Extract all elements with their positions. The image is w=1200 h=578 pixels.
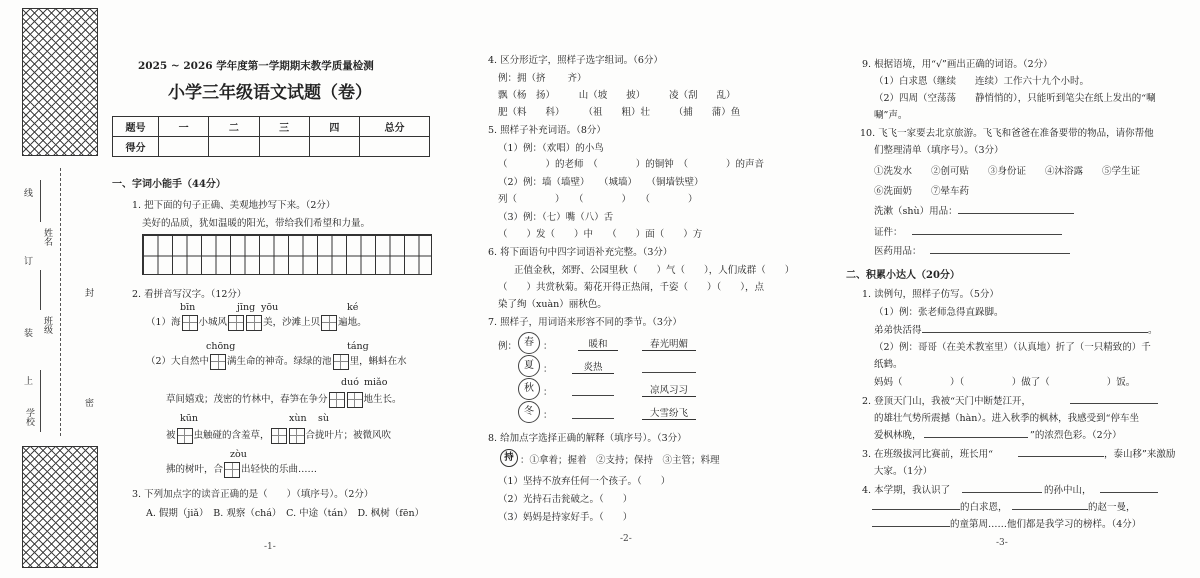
- pinyin-su: sù: [318, 413, 329, 424]
- score-cell: 一: [159, 117, 209, 137]
- hatch-top-decoration: [22, 8, 98, 156]
- season-spring-icon: 春: [518, 332, 540, 354]
- r4-line-b: 的孙中山，: [1044, 485, 1092, 496]
- side-xuexiao-line: [40, 370, 41, 432]
- section-2-heading: 二、积累小达人（20分）: [846, 270, 960, 281]
- r4-line-c: 的白求恩，: [960, 502, 1008, 513]
- char-box[interactable]: [347, 392, 363, 408]
- score-cell: 得分: [113, 137, 159, 157]
- q7-blank[interactable]: [572, 395, 614, 396]
- q7-word-winter: 大雪纷飞: [642, 405, 696, 420]
- score-cell: 四: [309, 117, 359, 137]
- documents-blank[interactable]: [912, 234, 1062, 235]
- score-row-points: [113, 137, 430, 157]
- char-box[interactable]: [246, 315, 262, 331]
- q10-prompt: 10. 飞飞一家要去北京旅游。飞飞和爸爸在准备要带的物品，请你帮他: [860, 128, 1154, 139]
- side-banji-line: [40, 270, 41, 310]
- text: 虫触碰的含羞草，: [193, 430, 270, 441]
- score-input[interactable]: [209, 137, 259, 157]
- q7-prompt: 7. 照样子，用词语来形容不同的季节。（3分）: [488, 317, 682, 328]
- season-summer-icon: 夏: [518, 355, 540, 377]
- text: 小城风: [198, 317, 228, 328]
- colon: ：: [543, 387, 553, 398]
- q5-3-blanks: （ ）发（ ）中 （ ）面（ ）方: [498, 229, 703, 240]
- side-feng: 封: [85, 289, 95, 299]
- text: 拂的树叶，合: [166, 464, 224, 475]
- q8-definitions: ：①拿着；握着 ②支持；保持 ③主管；料理: [520, 455, 720, 466]
- side-banji: 班级: [42, 316, 52, 334]
- r4-line-d: 的赵一曼，: [1088, 502, 1136, 513]
- exam-title: 小学三年级语文试题（卷）: [168, 83, 372, 103]
- q9-prompt: 9. 根据语境，用“√”画出正确的词语。（2分）: [862, 59, 1053, 70]
- q7-example-label: 例：: [498, 341, 518, 352]
- r1-1-answer: 弟弟快活得: [874, 325, 922, 336]
- copy-writing-grid[interactable]: [142, 234, 432, 275]
- label-toiletries: 洗漱（shù）用品：: [874, 206, 958, 217]
- hatch-bottom-decoration: [22, 446, 98, 568]
- q8-3: （3）妈妈是持家好手。（ ）: [498, 512, 633, 523]
- r2-line-a: 2. 登顶天门山，我被“天门中断楚江开，: [862, 396, 1031, 407]
- side-zhuang: 装: [24, 329, 34, 339]
- r3-line-b: ，泰山移”来激励: [1104, 449, 1176, 460]
- colon: ：: [543, 410, 553, 421]
- score-input[interactable]: [259, 137, 309, 157]
- text: 草间嬉戏；茂密的竹林中，春笋在争分: [166, 394, 328, 405]
- r1-2-example: （2）例：哥哥（在美术教室里）（认真地）折了（一只精致的）千: [874, 342, 1151, 353]
- pinyin-tang: táng: [347, 341, 369, 352]
- text: 遍地。: [338, 317, 367, 328]
- q4-row-1: 飘（杨 扬） 山（坡 披） 凌（刮 乱）: [498, 90, 736, 101]
- r4-line-a: 4. 本学期，我认识了: [862, 485, 951, 496]
- pinyin-miao: miǎo: [364, 377, 388, 388]
- text: 地生长。: [363, 394, 402, 405]
- binding-line: [60, 168, 61, 436]
- page-number-1: -1-: [264, 542, 276, 552]
- colon: ：: [543, 364, 553, 375]
- r2-blank-2[interactable]: [924, 437, 1028, 438]
- q7-word-hot: 炎热: [572, 359, 614, 374]
- q7-word-spring: 春光明媚: [642, 336, 696, 351]
- q5-2-example: （2）例：墙（墙壁） （城墙） （铜墙铁壁）: [498, 177, 704, 188]
- q4-row-2: 肥（料 科） （祖 粗）壮 （捕 蒲）鱼: [498, 107, 741, 118]
- q2-line-4: [166, 427, 391, 444]
- r1-2-tail: 纸鹤。: [874, 359, 903, 370]
- r3-line-c: 大家。（1分）: [874, 466, 933, 477]
- q9-2: （2）四周（空荡荡 静悄悄的），只能听到笔尖在纸上发出的“唰: [874, 93, 1156, 104]
- season-winter-icon: 冬: [518, 401, 540, 423]
- pinyin-ke: ké: [347, 302, 359, 313]
- q6-line-b: （ ）共赏秋菊。菊花开得正热闹，千姿（ ）（ ），点: [498, 282, 765, 293]
- q2-line-1: [146, 314, 367, 331]
- q6-line-c: 染了绚（xuàn）丽秋色。: [498, 299, 607, 310]
- char-box[interactable]: [177, 428, 193, 444]
- exam-line1: 2025 ~ 2026 学年度第一学期期末教学质量检测: [138, 60, 374, 72]
- score-cell: 三: [259, 117, 309, 137]
- q4-prompt: 4. 区分形近字，照样子选字组词。（6分）: [488, 55, 663, 66]
- q3-options: A. 假期（jiǎ） B. 观察（chá） C. 中途（tán） D. 枫树（fēn）: [146, 508, 425, 519]
- score-cell: 总分: [360, 117, 430, 137]
- r3-line-a: 3. 在班级拔河比赛前，班长用“: [862, 449, 993, 460]
- q2-line-2: [146, 353, 407, 370]
- q5-prompt: 5. 照样子补充词语。（8分）: [488, 125, 606, 136]
- char-box[interactable]: [224, 462, 240, 478]
- text: 出轻快的乐曲……: [241, 464, 318, 475]
- char-box[interactable]: [210, 354, 226, 370]
- text: （2）大自然中: [146, 356, 210, 367]
- q8-prompt: 8. 给加点字选择正确的解释（填序号）。（3分）: [488, 433, 687, 444]
- q2-line-3: [166, 391, 402, 408]
- r2-line-c: 爱枫林晚，: [874, 430, 922, 441]
- q1-prompt: 1. 把下面的句子正确、美观地抄写下来。（2分）: [132, 200, 336, 211]
- q5-1-blanks: （ ）的老师 （ ）的铜钟 （ ）的声音: [498, 159, 765, 170]
- side-xingming: 姓名: [42, 228, 52, 246]
- r4-blank-4[interactable]: [1012, 509, 1088, 510]
- toiletries-blank[interactable]: [958, 213, 1074, 214]
- score-cell: 二: [209, 117, 259, 137]
- r2-blank-1[interactable]: [1070, 403, 1158, 404]
- score-input[interactable]: [360, 137, 430, 157]
- side-ding: 订: [24, 257, 34, 267]
- q5-1-example: （1）例：（欢唱）的小鸟: [498, 143, 604, 154]
- q10-prompt-b: 们整理清单（填序号）。（3分）: [874, 145, 1004, 156]
- side-shang: 上: [24, 377, 34, 387]
- q8-1: （1）坚持不放弃任何一个孩子。（ ）: [498, 476, 671, 487]
- q5-3-example: （3）例：（七）嘴（八）舌: [498, 212, 614, 223]
- colon: ：: [543, 341, 553, 352]
- season-autumn-icon: 秋: [518, 378, 540, 400]
- char-box[interactable]: [333, 354, 349, 370]
- q10-items-1: ①洗发水 ②创可贴 ③身份证 ④沐浴露 ⑤学生证: [874, 166, 1141, 177]
- score-input[interactable]: [159, 137, 209, 157]
- r1-1-blank[interactable]: [922, 332, 1148, 333]
- text: 满生命的神奇。绿绿的池: [227, 356, 332, 367]
- r3-blank[interactable]: [1018, 456, 1104, 457]
- pinyin-kun: kūn: [180, 413, 198, 424]
- q1-text: 美好的品质，犹如温暖的阳光，带给我们希望和力量。: [142, 218, 371, 229]
- medicine-blank[interactable]: [930, 253, 1070, 254]
- side-mi: 密: [85, 399, 95, 409]
- char-box[interactable]: [271, 428, 287, 444]
- text: 合拢叶片；被微风吹: [305, 430, 392, 441]
- score-table: [112, 116, 430, 157]
- pinyin-xun: xùn: [289, 413, 307, 424]
- r4-blank-5[interactable]: [872, 526, 950, 527]
- r1-prompt: 1. 读例句，照样子仿写。（5分）: [862, 289, 999, 300]
- r4-line-e: 的童第周……他们都是我学习的榜样。（4分）: [950, 519, 1142, 530]
- side-xian: 线: [24, 189, 34, 199]
- q7-word-warm: 暖和: [578, 336, 618, 351]
- r2-line-b: 的雄壮气势所震撼（hàn）。进入秋季的枫林，我感受到“停车坐: [874, 413, 1140, 424]
- section-1-heading: 一、字词小能手（44分）: [112, 179, 226, 190]
- text: 美，沙滩上贝: [263, 317, 321, 328]
- char-box[interactable]: [182, 315, 198, 331]
- r4-blank-1[interactable]: [962, 492, 1042, 493]
- char-box[interactable]: [228, 315, 244, 331]
- side-xuexiao: 学校: [24, 408, 34, 426]
- q10-items-2: ⑥洗面奶 ⑦晕车药: [874, 186, 970, 197]
- score-row-header: [113, 117, 430, 137]
- pinyin-chong: chōng: [206, 341, 236, 352]
- q7-blank[interactable]: [642, 372, 696, 373]
- r4-blank-3[interactable]: [872, 509, 960, 510]
- score-cell: 题号: [113, 117, 159, 137]
- pinyin-duo: duó: [341, 377, 359, 388]
- q4-example: 例：拥（挤 齐）: [498, 73, 587, 84]
- text: 被: [166, 430, 176, 441]
- q8-char-chi: 持: [500, 449, 518, 467]
- period: 。: [1148, 325, 1158, 336]
- q9-1: （1）白求恩（继续 连续）工作六十九个小时。: [874, 76, 1090, 87]
- r2-line-d: ”的浓烈色彩。（2分）: [1030, 430, 1122, 441]
- q2-line-5: [166, 461, 317, 478]
- text: 里，蝌蚪在水: [349, 356, 407, 367]
- text: （1）海: [146, 317, 181, 328]
- r1-1-example: （1）例：张老师急得直跺脚。: [874, 307, 1004, 318]
- pinyin-you: yōu: [261, 302, 279, 313]
- q7-blank[interactable]: [572, 418, 614, 419]
- label-documents: 证件：: [874, 227, 903, 238]
- score-input[interactable]: [309, 137, 359, 157]
- q8-2: （2）光持石击瓮破之。（ ）: [498, 494, 633, 505]
- page-number-2: -2-: [620, 534, 632, 544]
- page-number-3: -3-: [996, 538, 1008, 548]
- q2-prompt: 2. 看拼音写汉字。（12分）: [132, 289, 247, 300]
- q7-word-autumn: 凉风习习: [642, 382, 696, 397]
- q6-prompt: 6. 将下面语句中四字词语补充完整。（3分）: [488, 247, 673, 258]
- side-xingming-line: [40, 180, 41, 222]
- pinyin-jing: jīng: [237, 302, 256, 313]
- pinyin-zou: zòu: [230, 449, 247, 460]
- r4-blank-2[interactable]: [1100, 492, 1158, 493]
- char-box[interactable]: [289, 428, 305, 444]
- q6-line-a: 正值金秋，郊野、公园里秋（ ）气（ ），人们成群（ ）: [514, 265, 795, 276]
- q9-2b: 唰”声。: [874, 110, 908, 121]
- q5-2-blanks: 列（ ） （ ） （ ）: [498, 194, 698, 205]
- char-box[interactable]: [321, 315, 337, 331]
- r1-2-answer: 妈妈（ ）（ ）做了（ ）饭。: [874, 377, 1136, 388]
- char-box[interactable]: [329, 392, 345, 408]
- pinyin-bin: bīn: [180, 302, 196, 313]
- label-medicine: 医药用品：: [874, 246, 922, 257]
- q3-prompt: 3. 下列加点字的读音正确的是（ ）（填序号）。（2分）: [132, 489, 374, 500]
